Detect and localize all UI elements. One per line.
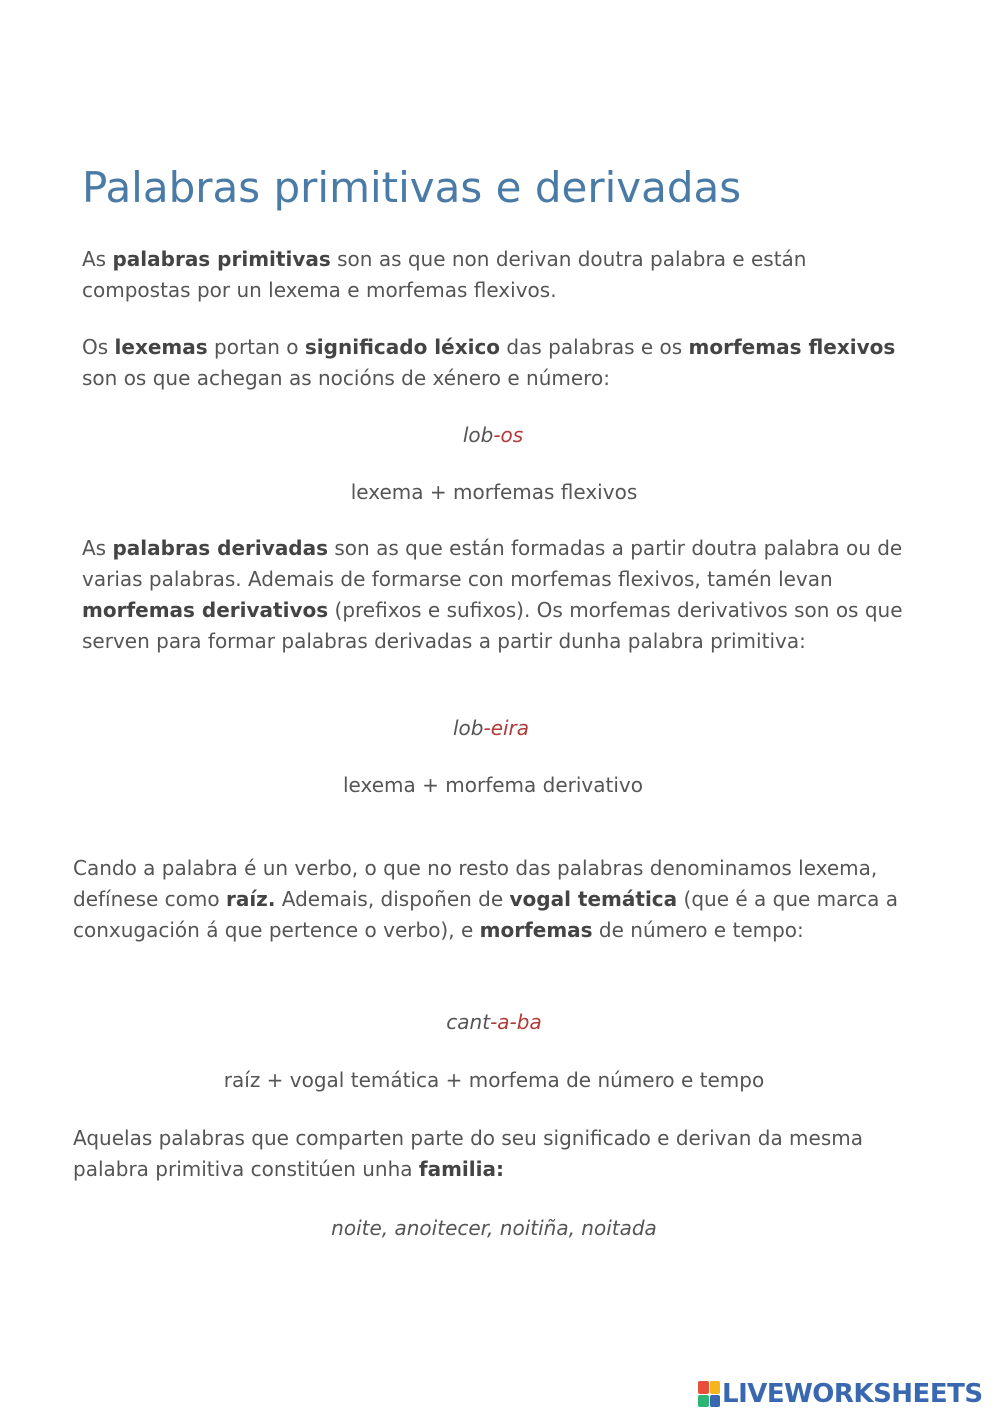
text-segment: Ademais, dispoñen de xyxy=(275,887,510,911)
text-segment: de número e tempo: xyxy=(592,918,804,942)
paragraph-derived-words xyxy=(82,533,912,657)
example-lobos xyxy=(0,420,993,450)
brand-logo-icon xyxy=(698,1381,720,1407)
text-segment: son as que non derivan doutra palabra e están compostas por un lexema e morfemas flexivos. xyxy=(82,247,807,302)
text-segment: Cando a palabra é un verbo, o que no resto das palabras denominamos lexema, defínese como xyxy=(73,856,878,911)
text-segment: (prefixos e sufixos). Os morfemas derivativos son os que serven para formar palabras derivadas a partir dunha palabra primitiva: xyxy=(82,598,903,653)
logo-square-yellow xyxy=(710,1381,721,1394)
example-lexeme: lob xyxy=(452,716,484,740)
paragraph-family xyxy=(73,1123,933,1185)
paragraph-lexemes xyxy=(82,332,912,394)
bold-term: raíz. xyxy=(225,887,276,911)
text-segment: As xyxy=(82,247,113,271)
example-separator: - xyxy=(493,423,501,447)
text-segment: das palabras e os xyxy=(500,335,689,359)
bold-term: lexemas xyxy=(114,335,208,359)
bold-term: morfemas derivativos xyxy=(82,598,329,622)
text-segment: Aquelas palabras que comparten parte do seu significado e derivan da mesma palabra primitiva constitúen unha xyxy=(73,1126,863,1181)
example-lexeme: lob xyxy=(462,423,494,447)
example-morpheme: os xyxy=(500,423,524,447)
page-title: Palabras primitivas e derivadas xyxy=(82,163,742,212)
example-root: cant xyxy=(446,1010,491,1034)
example-morpheme: ba xyxy=(516,1010,542,1034)
text-segment: (que é a que marca a conxugación á que pertence o verbo), e xyxy=(73,887,899,942)
text-segment: son os que achegan as nocións de xénero e número: xyxy=(82,366,610,390)
bold-term: familia: xyxy=(418,1157,504,1181)
example-separator: - xyxy=(509,1010,517,1034)
formula-flexive: lexema + morfemas flexivos xyxy=(350,480,638,504)
bold-term: palabras primitivas xyxy=(112,247,331,271)
formula-verb: raíz + vogal temática + morfema de número e tempo xyxy=(223,1068,765,1092)
example-loboeira xyxy=(0,713,991,743)
example-cantaba xyxy=(0,1007,994,1037)
example-separator: - xyxy=(490,1010,498,1034)
bold-term: palabras derivadas xyxy=(112,536,329,560)
bold-term: morfemas xyxy=(479,918,593,942)
text-segment: Os xyxy=(82,335,115,359)
example-separator: - xyxy=(483,716,491,740)
bold-term: significado léxico xyxy=(304,335,501,359)
bold-term: morfemas flexivos xyxy=(688,335,896,359)
paragraph-verbs xyxy=(73,853,933,946)
text-segment: son as que están formadas a partir doutra palabra ou de varias palabras. Ademais de formarse con morfemas flexivos, tamén levan xyxy=(82,536,903,591)
brand-name: LIVEWORKSHEETS xyxy=(722,1379,983,1409)
logo-square-blue xyxy=(710,1395,721,1408)
example-morpheme: eira xyxy=(490,716,530,740)
paragraph-primitive-words xyxy=(82,244,912,306)
bold-term: vogal temática xyxy=(509,887,678,911)
logo-square-green xyxy=(698,1395,709,1408)
text-segment: As xyxy=(82,536,113,560)
example-thematic-vowel: a xyxy=(497,1010,510,1034)
liveworksheets-logo xyxy=(698,1377,983,1411)
formula-derivative: lexema + morfema derivativo xyxy=(343,773,643,797)
logo-square-red xyxy=(698,1381,709,1394)
example-family-words: noite, anoitecer, noitiña, noitada xyxy=(331,1216,657,1240)
text-segment: portan o xyxy=(207,335,305,359)
